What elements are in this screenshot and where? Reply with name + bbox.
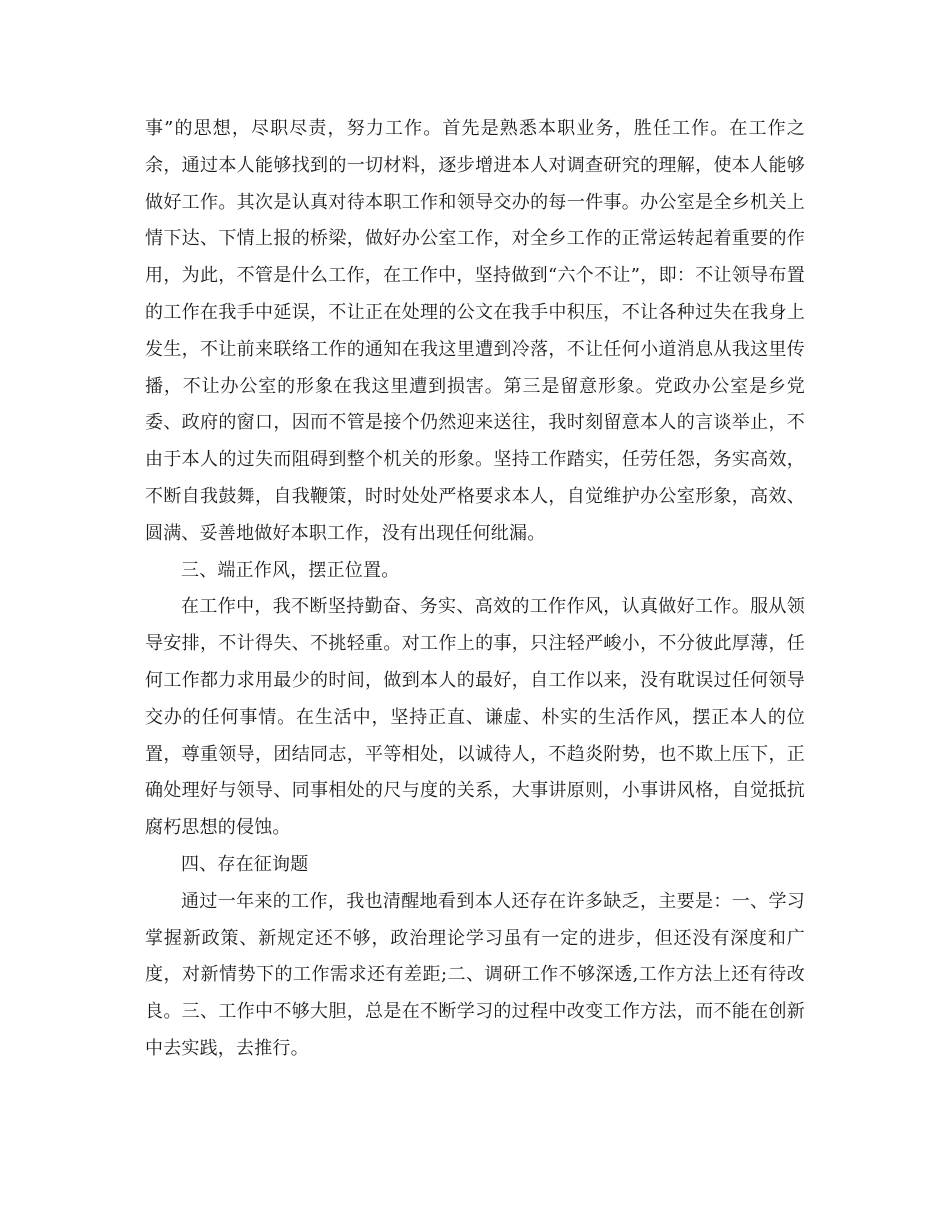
section-heading-4: 四、存在征询题 xyxy=(181,853,309,875)
paragraph-work-style: 在工作中，我不断坚持勤奋、务实、高效的工作作风，认真做好工作。服从领导安排，不计得失、不挑轻重。对工作上的事，只注轻严峻小，不分彼此厚薄，任何工作都力求用最少的时间，做到本人的最好，自工作以来，没有耽误过任何领导交办的任何事情。在生活中，坚持正直、谦虚、朴实的生活作风，摆正本人的位置，尊重领导，团结同志，平等相处，以诚待人，不趋炎附势，也不欺上压下，正确处理好与领导、同事相处的尺与度的关系，大事讲原则，小事讲风格，自觉抵抗腐朽思想的侵蚀。 xyxy=(145,596,805,839)
document-page xyxy=(145,111,805,1068)
section-heading-3: 三、端正作风，摆正位置。 xyxy=(181,559,400,581)
paragraph-problems: 通过一年来的工作，我也清醒地看到本人还存在许多缺乏，主要是：一、学习掌握新政策、新规定还不够，政治理论学习虽有一定的进步，但还没有深度和广度，对新情势下的工作需求还有差距;二、调研工作不够深透,工作方法上还有待改良。三、工作中不够大胆，总是在不断学习的过程中改变工作方法，而不能在创新中去实践，去推行。 xyxy=(145,890,805,1059)
paragraph-continuation: 事”的思想，尽职尽责，努力工作。首先是熟悉本职业务，胜任工作。在工作之余，通过本人能够找到的一切材料，逐步增进本人对调查研究的理解，使本人能够做好工作。其次是认真对待本职工作和领导交办的每一件事。办公室是全乡机关上情下达、下情上报的桥梁，做好办公室工作，对全乡工作的正常运转起着重要的作用，为此，不管是什么工作，在工作中，坚持做到“六个不让”，即：不让领导布置的工作在我手中延误，不让正在处理的公文在我手中积压，不让各种过失在我身上发生，不让前来联络工作的通知在我这里遭到冷落，不让任何小道消息从我这里传播，不让办公室的形象在我这里遭到损害。第三是留意形象。党政办公室是乡党委、政府的窗口，因而不管是接个仍然迎来送往，我时刻留意本人的言谈举止，不由于本人的过失而阻碍到整个机关的形象。坚持工作踏实，任劳任怨，务实高效，不断自我鼓舞，自我鞭策，时时处处严格要求本人，自觉维护办公室形象，高效、圆满、妥善地做好本职工作，没有出现任何纰漏。 xyxy=(145,118,805,544)
